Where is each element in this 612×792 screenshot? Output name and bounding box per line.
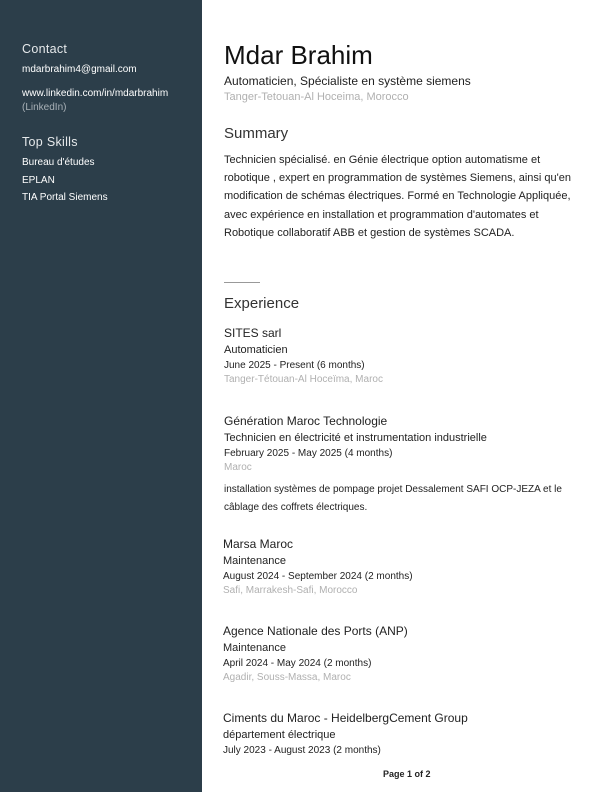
profile-location: Tanger-Tetouan-Al Hoceima, Morocco xyxy=(224,91,409,103)
job-location: Safi, Marrakesh-Safi, Morocco xyxy=(223,585,358,596)
job-title: Maintenance xyxy=(223,555,286,567)
contact-heading: Contact xyxy=(22,42,68,56)
experience-entry xyxy=(223,710,468,758)
job-location: Agadir, Souss-Massa, Maroc xyxy=(223,672,351,683)
skill-item: TIA Portal Siemens xyxy=(22,192,108,203)
linkedin-label: (LinkedIn) xyxy=(22,102,67,113)
company: SITES sarl xyxy=(224,326,282,340)
job-title: Maintenance xyxy=(223,642,286,654)
experience-entry xyxy=(223,623,408,685)
divider xyxy=(224,282,260,283)
job-location: Maroc xyxy=(224,462,252,473)
page-number: Page 1 of 2 xyxy=(383,769,431,779)
summary-heading: Summary xyxy=(224,125,289,142)
experience-entry xyxy=(223,536,413,598)
company: Agence Nationale des Ports (ANP) xyxy=(223,624,408,638)
email-link[interactable]: mdarbrahim4@gmail.com xyxy=(22,64,137,75)
job-dates: July 2023 - August 2023 (2 months) xyxy=(223,745,381,756)
skills-heading: Top Skills xyxy=(22,135,78,149)
job-title: Technicien en électricité et instrumentation industrielle xyxy=(224,432,487,444)
linkedin-link[interactable]: www.linkedin.com/in/mdarbrahim xyxy=(22,88,169,99)
job-title: département électrique xyxy=(223,729,336,741)
company: Ciments du Maroc - HeidelbergCement Group xyxy=(223,711,468,725)
job-dates: April 2024 - May 2024 (2 months) xyxy=(223,658,372,669)
experience-entry xyxy=(224,413,594,517)
job-dates: August 2024 - September 2024 (2 months) xyxy=(223,571,413,582)
job-dates: June 2025 - Present (6 months) xyxy=(224,360,365,371)
summary-text: Technicien spécialisé. en Génie électrique option automatisme et robotique , expert en programmation de systèmes Siemens, ainsi qu'en modification de schémas électriques. Formé en Technologie Appliquée, avec expérience en installation et programmation d'automates et Robotique collaboratif ABB et gestion de systèmes SCADA. xyxy=(224,154,571,239)
job-location: Tanger-Tétouan-Al Hoceïma, Maroc xyxy=(224,374,383,385)
skill-item: Bureau d'études xyxy=(22,157,95,168)
experience-heading: Experience xyxy=(224,295,300,312)
job-description: installation systèmes de pompage projet Dessalement SAFI OCP-JEZA et le câblage des coffrets électriques. xyxy=(224,484,562,513)
experience-entry xyxy=(224,325,383,387)
skill-item: EPLAN xyxy=(22,175,55,186)
sidebar xyxy=(0,0,202,792)
profile-name: Mdar Brahim xyxy=(224,40,373,70)
job-dates: February 2025 - May 2025 (4 months) xyxy=(224,448,393,459)
job-title: Automaticien xyxy=(224,344,288,356)
company: Marsa Maroc xyxy=(223,537,294,551)
headline: Automaticien, Spécialiste en système siemens xyxy=(224,74,471,88)
company: Génération Maroc Technologie xyxy=(224,414,388,428)
